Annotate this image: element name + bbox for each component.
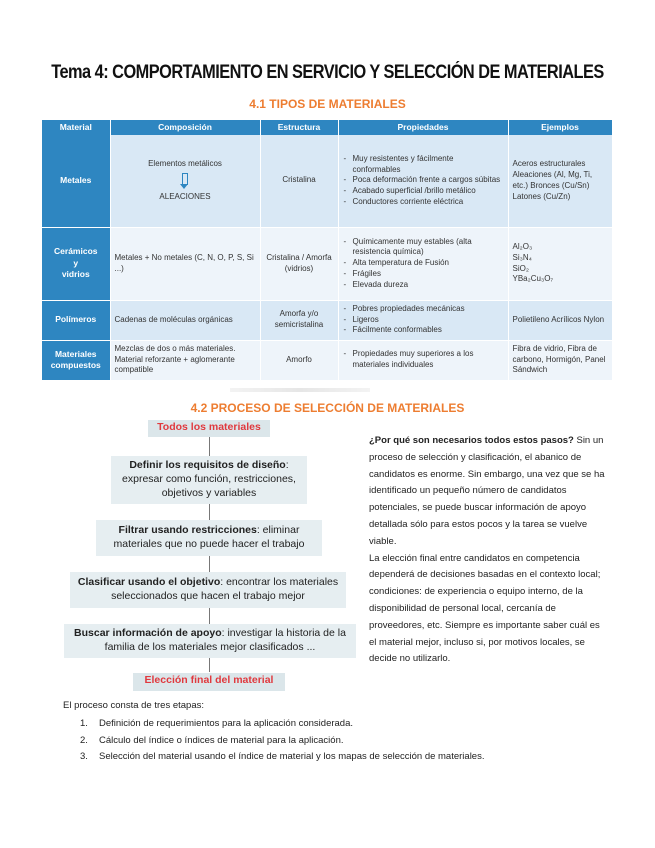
examples-cell: Fibra de vidrio, Fibra de carbono, Hormigón, Panel Sándwich	[508, 340, 612, 380]
faint-caption	[230, 388, 370, 392]
material-line: compuestos	[50, 360, 101, 370]
property-item: - Fácilmente conformables	[343, 325, 504, 336]
col-header: Propiedades	[338, 120, 508, 135]
composition-cell: Cadenas de moléculas orgánicas	[110, 300, 260, 340]
flow-connector	[209, 556, 210, 572]
step-text: Selección del material usando el índice de material y los mapas de selección de materiales.	[99, 751, 485, 762]
flow-connector	[209, 436, 210, 456]
properties-cell	[338, 300, 508, 340]
structure-cell: Amorfa y/o semicristalina	[260, 300, 338, 340]
flow-step-3	[70, 572, 346, 608]
flow-step-4-rest: : investigar la historia de la familia de los materiales mejor clasificados ...	[104, 627, 346, 653]
flow-step-1	[111, 456, 307, 504]
process-steps	[80, 716, 484, 766]
property-item: - Elevada dureza	[343, 280, 504, 291]
col-header: Composición	[110, 120, 260, 135]
property-item: - Químicamente muy estables (alta resistencia química)	[343, 237, 504, 259]
property-item: - Alta temperatura de Fusión	[343, 258, 504, 269]
material-line: vidrios	[61, 269, 90, 280]
flow-step-2-bold: Filtrar usando restricciones	[118, 524, 257, 536]
structure-cell: Amorfo	[260, 340, 338, 380]
materials-table	[42, 120, 613, 381]
flow-start: Todos los materiales	[148, 420, 270, 437]
flow-connector	[209, 658, 210, 672]
property-item: - Frágiles	[343, 269, 504, 280]
example-item: YBa₂Cu₃O₇	[512, 274, 554, 284]
material-line: y	[73, 257, 79, 268]
property-item: - Propiedades muy superiores a los materiales individuales	[343, 349, 504, 371]
flow-step-1-bold: Definir los requisitos de diseño	[129, 459, 286, 471]
table-row	[42, 300, 612, 340]
examples-cell: Polietileno Acrílicos Nylon	[508, 300, 612, 340]
table-header-row	[42, 120, 612, 135]
property-item: - Poca deformación frente a cargos súbitas	[343, 175, 504, 186]
property-item: - Pobres propiedades mecánicas	[343, 304, 504, 315]
example-item: SiO₂	[512, 263, 529, 273]
col-header: Ejemplos	[508, 120, 612, 135]
step-number: 2.	[80, 734, 88, 746]
example-item: Si₃N₄	[512, 252, 532, 262]
material-line: Materiales	[54, 348, 97, 359]
flow-end: Elección final del material	[133, 673, 285, 691]
material-cell	[42, 340, 110, 380]
properties-cell	[338, 227, 508, 300]
list-item	[80, 749, 484, 766]
properties-cell	[338, 135, 508, 227]
composition-cell	[110, 135, 260, 227]
examples-cell	[508, 227, 612, 300]
composition-top: Elementos metálicos	[148, 159, 222, 169]
step-text: Cálculo del índice o índices de material para la aplicación.	[99, 734, 344, 746]
structure-cell: Cristalina	[260, 135, 338, 227]
why-paragraph-1: Sin un proceso de selección y clasificación, el abanico de candidatos es enorme. Sin embargo, una vez que se ha identificado un pequeño número de candidatos potenciales, se puede buscar información de apoyo detallada sólo para estos pocos y la tarea se vuelve viable.	[369, 435, 605, 547]
arrow-down-icon	[182, 173, 188, 185]
page-title: Tema 4: COMPORTAMIENTO EN SERVICIO Y SELECCIÓN DE MATERIALES	[51, 62, 604, 83]
section-title-tipos: 4.1 TIPOS DE MATERIALES	[249, 97, 406, 111]
composition-cell: Metales + No metales (C, N, O, P, S, Si ...)	[110, 227, 260, 300]
composition-bottom: ALEACIONES	[159, 191, 211, 201]
material-line: Cerámicos	[54, 246, 98, 257]
list-item	[80, 716, 484, 733]
col-header: Material	[42, 120, 110, 135]
step-text: Definición de requerimientos para la aplicación considerada.	[99, 718, 354, 729]
process-intro: El proceso consta de tres etapas:	[63, 700, 204, 711]
flow-step-2-rest: : eliminar materiales que no puede hacer el trabajo	[113, 524, 305, 550]
property-item: - Acabado superficial /brillo metálico	[343, 186, 504, 197]
section-title-proceso: 4.2 PROCESO DE SELECCIÓN DE MATERIALES	[190, 401, 465, 415]
table-row	[42, 340, 612, 380]
why-question: ¿Por qué son necesarios todos estos pasos?	[369, 435, 574, 446]
flow-connector	[209, 608, 210, 624]
why-paragraph-2: La elección final entre candidatos en competencia dependerá de decisiones basadas en el contexto local; condiciones: de experiencia o equipo interno, de la disponibilidad de personal local, cercanía de proveedores, etc. Siempre es importante saber cuál es el material mejor, incluso si, por motivos locales, se decide no utilizarlo.	[369, 552, 601, 665]
col-header: Estructura	[260, 120, 338, 135]
property-item: - Muy resistentes y fácilmente conformables	[343, 154, 504, 176]
composition-cell: Mezclas de dos o más materiales. Material reforzante + aglomerante compatible	[110, 340, 260, 380]
step-number: 1.	[80, 718, 88, 729]
material-cell: Metales	[42, 135, 110, 227]
property-item: - Conductores corriente eléctrica	[343, 197, 504, 208]
flow-step-2	[96, 520, 322, 556]
flow-step-1-rest: : expresar como función, restricciones, objetivos y variables	[122, 459, 296, 499]
table-row	[42, 135, 612, 227]
flow-step-3-bold: Clasificar usando el objetivo	[77, 576, 221, 588]
material-cell	[42, 227, 110, 300]
properties-cell	[338, 340, 508, 380]
structure-cell: Cristalina / Amorfa (vidrios)	[260, 227, 338, 300]
flow-step-3-rest: : encontrar los materiales seleccionados que hacen el trabajo mejor	[111, 576, 339, 602]
example-item: Al₂O₃	[512, 241, 533, 251]
step-number: 3.	[80, 751, 88, 762]
table-row	[42, 227, 612, 300]
why-steps-text	[369, 433, 609, 668]
examples-cell: Aceros estructurales Aleaciones (Al, Mg, Ti, etc.) Bronces (Cu/Sn) Latones (Cu/Zn)	[508, 135, 612, 227]
flow-connector	[209, 504, 210, 520]
property-item: - Ligeros	[343, 315, 504, 326]
flow-step-4-bold: Buscar información de apoyo	[74, 627, 222, 639]
material-cell: Polímeros	[42, 300, 110, 340]
list-item	[80, 733, 484, 750]
flow-step-4	[64, 624, 356, 658]
